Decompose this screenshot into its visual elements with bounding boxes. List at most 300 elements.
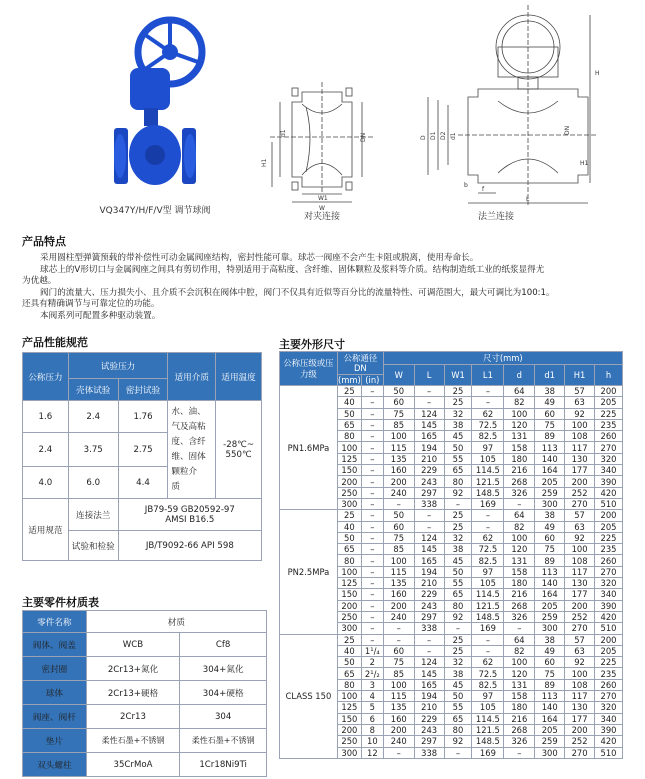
dimension-cell: 140 xyxy=(535,702,565,713)
dimension-cell: 64 xyxy=(504,634,535,645)
svg-text:L: L xyxy=(526,196,530,203)
dimension-cell: – xyxy=(361,634,383,645)
part-name: 阀座、阀杆 xyxy=(23,705,87,729)
dimensions-body xyxy=(280,386,623,759)
svg-text:b: b xyxy=(464,182,468,189)
dimension-cell: 80 xyxy=(444,476,472,487)
media-line: 度、含纤 xyxy=(171,436,206,447)
dimension-cell: 270 xyxy=(565,747,595,758)
dimension-cell: 210 xyxy=(414,578,444,589)
dimension-cell: 300 xyxy=(337,623,361,634)
dimension-cell: 92 xyxy=(444,736,472,747)
dimension-cell: 82 xyxy=(504,521,535,532)
dimension-cell: 164 xyxy=(535,589,565,600)
dimension-cell: 117 xyxy=(565,566,595,577)
perf-pn: 4.0 xyxy=(23,467,69,499)
dimension-cell: 80 xyxy=(337,431,361,442)
dimension-cell: 243 xyxy=(414,600,444,611)
dimension-cell: 82.5 xyxy=(472,679,504,690)
dimension-cell: 135 xyxy=(383,578,414,589)
dimension-cell: 100 xyxy=(565,544,595,555)
dimension-cell: 158 xyxy=(504,442,535,453)
dimension-cell: 131 xyxy=(504,679,535,690)
dimension-cell: 4 xyxy=(361,691,383,702)
dimension-cell: 65 xyxy=(337,668,361,679)
dimension-cell: 205 xyxy=(595,397,623,408)
dimension-cell: 105 xyxy=(472,453,504,464)
dimension-cell: 210 xyxy=(414,453,444,464)
dimension-cell: 205 xyxy=(535,724,565,735)
dimension-cell: 125 xyxy=(337,702,361,713)
dimension-cell: 135 xyxy=(383,702,414,713)
flange-label: 连接法兰 xyxy=(68,499,118,531)
wafer-connection-drawing xyxy=(262,82,382,212)
dimension-cell: 169 xyxy=(472,623,504,634)
dimension-cell: – xyxy=(472,634,504,645)
dimension-cell: – xyxy=(472,386,504,397)
header-in: (in) xyxy=(361,375,383,386)
dimension-cell: 45 xyxy=(444,679,472,690)
dimension-cell: 326 xyxy=(504,611,535,622)
dimension-cell: 180 xyxy=(504,453,535,464)
wafer-caption: 对夹连接 xyxy=(303,212,340,222)
dimension-cell: 210 xyxy=(414,702,444,713)
dimension-cell: 160 xyxy=(383,589,414,600)
perf-shell: 2.4 xyxy=(68,401,118,433)
material-a: 35CrMoA xyxy=(86,753,180,777)
dimension-cell: 252 xyxy=(565,611,595,622)
dimensions-title: 主要外形尺寸 xyxy=(279,338,345,351)
dimension-cell: 105 xyxy=(472,702,504,713)
dimension-cell: 113 xyxy=(535,691,565,702)
material-b: 1Cr18Ni9Ti xyxy=(180,753,267,777)
dimension-cell: – xyxy=(361,487,383,498)
materials-title: 主要零件材质表 xyxy=(22,596,99,609)
dimension-cell: 100 xyxy=(504,532,535,543)
dimension-cell: 145 xyxy=(414,668,444,679)
part-name: 密封圈 xyxy=(23,657,87,681)
dimension-cell: – xyxy=(383,498,414,509)
features-p3b: 还具有精确调节与可靠定位的功能。 xyxy=(22,299,160,309)
dimension-cell: 148.5 xyxy=(472,736,504,747)
flange-value xyxy=(118,499,261,531)
dimension-cell: 62 xyxy=(472,657,504,668)
valve-photo xyxy=(100,10,210,200)
dimension-cell: 243 xyxy=(414,724,444,735)
dimension-cell: 45 xyxy=(444,431,472,442)
dimension-cell: 200 xyxy=(565,476,595,487)
dimension-cell: 10 xyxy=(361,736,383,747)
dimension-cell: 145 xyxy=(414,544,444,555)
dimension-cell: 160 xyxy=(383,713,414,724)
dimension-cell: 200 xyxy=(383,476,414,487)
dimension-cell: – xyxy=(414,510,444,521)
dimension-cell: 390 xyxy=(595,476,623,487)
svg-text:D1: D1 xyxy=(430,131,437,140)
dimension-cell: 1¹/₄ xyxy=(361,645,383,656)
dimension-cell: 340 xyxy=(595,589,623,600)
dimension-cell: 320 xyxy=(595,702,623,713)
dimension-cell: 205 xyxy=(595,521,623,532)
material-b: 304+氮化 xyxy=(180,657,267,681)
dimension-cell: 121.5 xyxy=(472,724,504,735)
dimension-cell: 259 xyxy=(535,736,565,747)
dimension-cell: 130 xyxy=(565,453,595,464)
dimension-cell: 148.5 xyxy=(472,487,504,498)
dimension-cell: – xyxy=(414,634,444,645)
dimension-cell: 510 xyxy=(595,498,623,509)
material-b: Cf8 xyxy=(180,633,267,657)
dimension-cell: 200 xyxy=(337,724,361,735)
dimension-cell: 108 xyxy=(565,431,595,442)
dimension-cell: 60 xyxy=(535,532,565,543)
dimension-cell: 92 xyxy=(565,657,595,668)
dimension-cell: – xyxy=(472,510,504,521)
dimension-cell: 165 xyxy=(414,679,444,690)
svg-text:DN: DN xyxy=(360,132,367,142)
dimension-cell: 82.5 xyxy=(472,555,504,566)
dimension-cell: 100 xyxy=(337,442,361,453)
temp-line: 550℃ xyxy=(225,449,252,460)
dimension-cell: 50 xyxy=(444,566,472,577)
dimension-cell: 65 xyxy=(444,713,472,724)
dimension-cell: 326 xyxy=(504,736,535,747)
header-size: 尺寸(mm) xyxy=(383,352,622,365)
dimension-cell: 177 xyxy=(565,713,595,724)
dimension-cell: 420 xyxy=(595,736,623,747)
dimension-cell: 100 xyxy=(504,657,535,668)
dimension-cell: 25 xyxy=(337,386,361,397)
dimension-row xyxy=(280,510,623,521)
dimension-cell: 158 xyxy=(504,691,535,702)
dimension-cell: 268 xyxy=(504,724,535,735)
dimension-cell: 65 xyxy=(444,589,472,600)
dimension-cell: 82 xyxy=(504,645,535,656)
dimension-cell: 117 xyxy=(565,442,595,453)
dimension-cell: – xyxy=(472,521,504,532)
dimension-cell: 390 xyxy=(595,724,623,735)
dimension-cell: 49 xyxy=(535,645,565,656)
dimension-cell: 320 xyxy=(595,578,623,589)
dimension-cell: 164 xyxy=(535,713,565,724)
dimension-cell: 259 xyxy=(535,487,565,498)
dimension-cell: 300 xyxy=(535,498,565,509)
dimension-cell: 2¹/₂ xyxy=(361,668,383,679)
dimension-cell: 268 xyxy=(504,600,535,611)
dimension-cell: – xyxy=(361,498,383,509)
dimension-cell: – xyxy=(414,397,444,408)
dimension-cell: – xyxy=(361,465,383,476)
dimension-cell: – xyxy=(444,498,472,509)
dimension-cell: 114.5 xyxy=(472,713,504,724)
dimension-cell: 8 xyxy=(361,724,383,735)
dimension-cell: 92 xyxy=(565,408,595,419)
dimension-cell: 12 xyxy=(361,747,383,758)
dimension-cell: 60 xyxy=(383,645,414,656)
dimension-cell: 229 xyxy=(414,713,444,724)
perf-pn: 2.4 xyxy=(23,433,69,467)
dimension-cell: – xyxy=(414,386,444,397)
dimension-cell: 57 xyxy=(565,386,595,397)
dimension-cell: 97 xyxy=(472,691,504,702)
dimension-cell: 115 xyxy=(383,691,414,702)
dimension-cell: 60 xyxy=(383,397,414,408)
part-name: 球体 xyxy=(23,681,87,705)
dimension-cell: 420 xyxy=(595,611,623,622)
dimension-cell: 125 xyxy=(337,578,361,589)
dimension-cell: – xyxy=(414,521,444,532)
dimension-cell: 75 xyxy=(383,408,414,419)
dimension-cell: 38 xyxy=(535,386,565,397)
svg-text:H: H xyxy=(595,70,600,77)
features-p1: 采用圆柱型弹簧预载的带补偿性可动金属阀座结构，密封性能可靠。球芯一阀座不会产生卡阻或脱离，使用寿命长。 xyxy=(40,253,479,263)
dimension-cell: 135 xyxy=(383,453,414,464)
dimension-cell: 25 xyxy=(444,521,472,532)
col-header: H1 xyxy=(565,365,595,386)
dimension-cell: 338 xyxy=(414,623,444,634)
dimension-cell: 40 xyxy=(337,397,361,408)
dimension-cell: – xyxy=(361,453,383,464)
dimension-cell: 270 xyxy=(565,623,595,634)
svg-text:D: D xyxy=(420,135,427,140)
features-text xyxy=(22,253,632,322)
dimension-cell: 169 xyxy=(472,747,504,758)
dimension-cell: 65 xyxy=(337,544,361,555)
dimension-cell: 6 xyxy=(361,713,383,724)
dimension-cell: 130 xyxy=(565,578,595,589)
col-header: h xyxy=(595,365,623,386)
dimension-row xyxy=(280,386,623,397)
dimension-cell: 55 xyxy=(444,453,472,464)
dimension-cell: – xyxy=(361,386,383,397)
dimension-cell: – xyxy=(361,566,383,577)
col-header: L1 xyxy=(472,365,504,386)
dimension-cell: 320 xyxy=(595,453,623,464)
dimension-cell: 100 xyxy=(383,555,414,566)
material-b: 柔性石墨+不锈钢 xyxy=(180,729,267,753)
dimension-cell: 108 xyxy=(565,679,595,690)
dimension-cell: 50 xyxy=(444,691,472,702)
dimension-cell: 510 xyxy=(595,747,623,758)
dimension-cell: 63 xyxy=(565,397,595,408)
dimension-cell: 200 xyxy=(337,476,361,487)
dimension-cell: 115 xyxy=(383,566,414,577)
dimension-cell: 114.5 xyxy=(472,465,504,476)
dimension-cell: 340 xyxy=(595,713,623,724)
header-mm: (mm) xyxy=(337,375,361,385)
dimension-cell: 60 xyxy=(535,657,565,668)
dimension-cell: 420 xyxy=(595,487,623,498)
dimension-cell: 72.5 xyxy=(472,544,504,555)
dimension-cell: 57 xyxy=(565,634,595,645)
dimension-cell: 145 xyxy=(414,419,444,430)
pressure-class: CLASS 150 xyxy=(280,634,338,758)
material-a: WCB xyxy=(86,633,180,657)
performance-table xyxy=(22,352,262,561)
dimension-cell: 194 xyxy=(414,566,444,577)
dimension-cell: 260 xyxy=(595,555,623,566)
dimension-cell: 63 xyxy=(565,521,595,532)
dimension-cell: 205 xyxy=(535,600,565,611)
dimension-cell: 100 xyxy=(383,431,414,442)
svg-text:D2: D2 xyxy=(440,131,447,140)
dimension-cell: – xyxy=(504,623,535,634)
dimension-cell: 177 xyxy=(565,589,595,600)
dimension-cell: 113 xyxy=(535,442,565,453)
dimension-cell: – xyxy=(361,397,383,408)
dimension-cell: 259 xyxy=(535,611,565,622)
col-header: W1 xyxy=(444,365,472,386)
perf-temp xyxy=(216,401,262,499)
perf-seal: 4.4 xyxy=(118,467,168,499)
media-line: 颗粒介 xyxy=(171,466,198,477)
dimension-cell: 390 xyxy=(595,600,623,611)
header-test: 试验压力 xyxy=(68,353,168,379)
svg-text:d1: d1 xyxy=(450,132,457,140)
header-shell: 壳体试验 xyxy=(68,379,118,401)
media-line: 维、固体 xyxy=(171,451,206,462)
dimension-cell: 64 xyxy=(504,386,535,397)
dimension-cell: 25 xyxy=(444,645,472,656)
dimension-cell: 60 xyxy=(383,521,414,532)
dimension-cell: 252 xyxy=(565,736,595,747)
dimension-cell: 75 xyxy=(535,419,565,430)
header-media: 适用介质 xyxy=(168,353,216,401)
dimension-cell: 297 xyxy=(414,611,444,622)
dimension-cell: 62 xyxy=(472,532,504,543)
dimension-cell: 38 xyxy=(444,668,472,679)
spec-label: 适用规范 xyxy=(23,499,69,561)
features-p3a: 阀门的流量大、压力损失小、且介质不会沉积在阀体中腔，阀门不仅具有近似等百分比的流量特性、可调范围大，最大可调比为100:1。 xyxy=(40,287,555,298)
svg-text:W: W xyxy=(319,205,325,212)
dimension-cell: – xyxy=(472,397,504,408)
dimension-cell: 297 xyxy=(414,736,444,747)
dimension-cell: 270 xyxy=(565,498,595,509)
dimension-cell: 225 xyxy=(595,408,623,419)
dimension-cell: 82.5 xyxy=(472,431,504,442)
dimension-cell: 114.5 xyxy=(472,589,504,600)
dimension-cell: 49 xyxy=(535,397,565,408)
dimension-cell: 270 xyxy=(595,566,623,577)
perf-shell: 6.0 xyxy=(68,467,118,499)
dimension-cell: – xyxy=(504,747,535,758)
dimension-cell: 200 xyxy=(595,386,623,397)
dimension-cell: 92 xyxy=(444,487,472,498)
dimension-cell: 92 xyxy=(444,611,472,622)
dimension-cell: 150 xyxy=(337,713,361,724)
dimension-cell: 180 xyxy=(504,578,535,589)
dimension-cell: 235 xyxy=(595,419,623,430)
dimension-cell: 169 xyxy=(472,498,504,509)
dimension-cell: 64 xyxy=(504,510,535,521)
dimension-cell: 340 xyxy=(595,465,623,476)
features-p2a: 球芯上的V形切口与金属阀座之间具有剪切作用，特别适用于高粘度、含纤维、固体颗粒及浆料等介质。结构制造纸工业的纸浆显得尤 xyxy=(40,264,545,275)
features-p2b: 为优越。 xyxy=(22,276,57,286)
dimension-cell: 50 xyxy=(337,408,361,419)
dimension-cell: 300 xyxy=(535,623,565,634)
dimension-cell: 268 xyxy=(504,476,535,487)
dimension-cell: 89 xyxy=(535,555,565,566)
dimension-cell: 55 xyxy=(444,578,472,589)
dimension-cell: 100 xyxy=(565,419,595,430)
header-seal: 密封试验 xyxy=(118,379,168,401)
dimension-cell: 75 xyxy=(383,532,414,543)
dimension-cell: 97 xyxy=(472,566,504,577)
perf-media xyxy=(168,401,216,499)
dimension-cell: 92 xyxy=(565,532,595,543)
col-header: L xyxy=(414,365,444,386)
dimension-cell: 25 xyxy=(444,634,472,645)
perf-pn: 1.6 xyxy=(23,401,69,433)
performance-title: 产品性能规范 xyxy=(22,336,88,349)
dimension-cell: 25 xyxy=(337,510,361,521)
dimension-cell: 252 xyxy=(565,487,595,498)
dimension-cell: 97 xyxy=(472,442,504,453)
dimension-cell: 49 xyxy=(535,521,565,532)
dimension-cell: 338 xyxy=(414,498,444,509)
dimension-cell: 250 xyxy=(337,487,361,498)
dimension-cell: 225 xyxy=(595,532,623,543)
dimension-cell: – xyxy=(361,442,383,453)
media-line: 气及高粘 xyxy=(171,421,206,432)
dimension-cell: 243 xyxy=(414,476,444,487)
dimension-cell: – xyxy=(383,623,414,634)
dimension-cell: 260 xyxy=(595,679,623,690)
part-name: 阀体、阀盖 xyxy=(23,633,87,657)
dimension-cell: 100 xyxy=(337,691,361,702)
dimension-cell: 80 xyxy=(337,679,361,690)
dimension-cell: 113 xyxy=(535,566,565,577)
dimension-cell: 121.5 xyxy=(472,600,504,611)
dimension-cell: 131 xyxy=(504,555,535,566)
dimension-cell: 158 xyxy=(504,566,535,577)
dimension-cell: 80 xyxy=(444,724,472,735)
features-title: 产品特点 xyxy=(22,235,66,248)
dimension-cell: 297 xyxy=(414,487,444,498)
dimension-cell: 124 xyxy=(414,532,444,543)
dimension-cell: 240 xyxy=(383,611,414,622)
dimension-cell: 50 xyxy=(337,657,361,668)
dimension-cell: 105 xyxy=(472,578,504,589)
dimension-cell: – xyxy=(361,611,383,622)
dimension-cell: 124 xyxy=(414,657,444,668)
dimension-cell: 180 xyxy=(504,702,535,713)
dimension-cell: 100 xyxy=(337,566,361,577)
dimension-cell: 108 xyxy=(565,555,595,566)
dimension-cell: 55 xyxy=(444,702,472,713)
dimension-cell: 72.5 xyxy=(472,668,504,679)
dimension-cell: 100 xyxy=(504,408,535,419)
dimension-cell: 300 xyxy=(337,498,361,509)
dimension-cell: 150 xyxy=(337,465,361,476)
dimension-cell: 235 xyxy=(595,544,623,555)
dimension-cell: 216 xyxy=(504,465,535,476)
dimension-cell: 121.5 xyxy=(472,476,504,487)
dimension-cell: 270 xyxy=(595,691,623,702)
dimension-cell: 205 xyxy=(535,476,565,487)
part-name: 双头螺柱 xyxy=(23,753,87,777)
material-b: 304+硬格 xyxy=(180,681,267,705)
photo-caption: VQ347Y/H/F/V型 调节球阀 xyxy=(99,206,211,216)
dimension-cell: 250 xyxy=(337,611,361,622)
dimension-cell: 89 xyxy=(535,679,565,690)
dimension-cell: 65 xyxy=(337,419,361,430)
dimension-cell: 85 xyxy=(383,544,414,555)
dimension-cell: 65 xyxy=(444,465,472,476)
dimension-cell: 240 xyxy=(383,487,414,498)
dimension-cell: 216 xyxy=(504,713,535,724)
dimension-cell: – xyxy=(361,521,383,532)
